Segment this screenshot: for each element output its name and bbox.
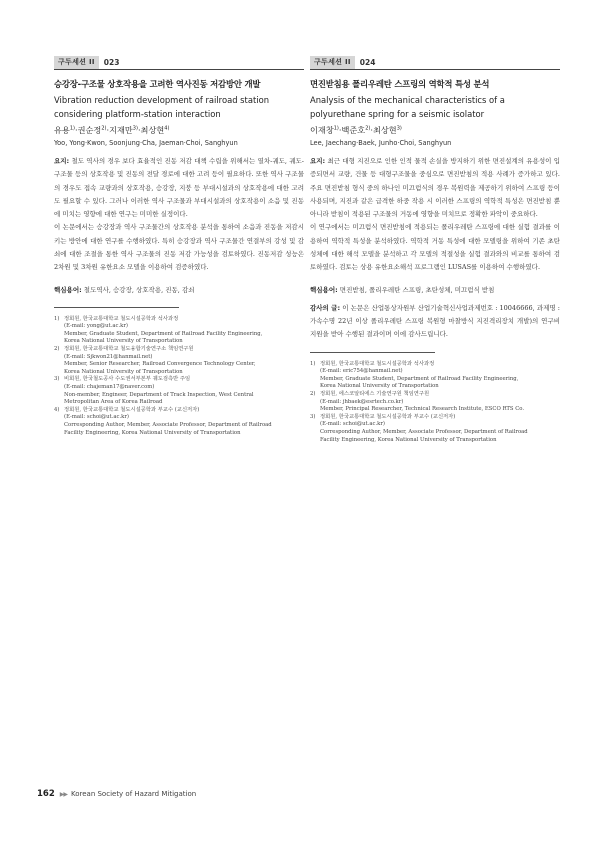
footnote-line: Korea National University of Transportation — [64, 368, 183, 375]
footnote-number: 1) — [54, 315, 60, 322]
article-023 — [54, 56, 304, 437]
session-number: 024 — [359, 58, 376, 67]
footnote-line: (E-mail: jhbaek@esrtech.co.kr) — [320, 398, 404, 405]
footnote-line: Member, Senior Researcher, Railroad Convergence Technology Center, — [64, 361, 256, 368]
title-english — [54, 93, 304, 121]
footnote-line: (E-mail: eric754@hanmail.net) — [320, 368, 403, 375]
footnote-number: 3) — [54, 376, 60, 383]
footnote-line: Corresponding Author, Member, Associate Professor, Department of Railroad — [320, 428, 528, 435]
keywords — [310, 284, 560, 297]
abstract-paragraph — [310, 155, 560, 221]
footnote-line: 정회원, 한국교통대학교 철도시설공학과 부교수 (교신저자) — [320, 413, 456, 420]
authors-korean: 이재창$^{1)}$·백준호$^{2)}$·최상현$^{3)}$ — [310, 125, 402, 135]
footnotes — [54, 316, 304, 438]
author-name: 이재창 — [310, 125, 334, 135]
footnote-line: (E-mail: chajeman17@naver.com) — [64, 384, 155, 391]
footnote-line: Member, Graduate Student, Department of Railroad Facility Engineering, — [320, 375, 519, 382]
author-name: 지재만 — [109, 125, 133, 135]
footnote — [310, 414, 560, 444]
abstract — [310, 155, 560, 275]
footnote-line: 정회원, 에스코알티에스 기술연구원 책임연구원 — [320, 390, 430, 397]
session-number: 023 — [103, 58, 120, 67]
title-english — [310, 93, 560, 121]
footnote-line: (E-mail: schoi@ut.ac.kr) — [320, 421, 385, 428]
session-header — [54, 56, 304, 69]
footnote-line: Facility Engineering, Korea National University of Transportation — [320, 436, 497, 443]
authors-english: Yoo, Yong·Kwon, Soonjung·Cha, Jaeman·Choi, Sanghyun — [54, 139, 238, 147]
page-number: 162 — [37, 789, 55, 799]
author-name: 백준호 — [341, 125, 366, 135]
abstract-paragraph: 이 논문에서는 승강장과 역사 구조물간의 상호작용 분석을 통하여 소음과 진동을 저감시키는 방안에 대한 연구를 수행하였다. 특히 승강장과 역사 구조물간 연결부의 강성 및 감쇠에 대한 조절을 통한 역사 구조물의 진동 저감 가능성을 검토하였다. 진동저감 성능은 2차원 및 3차원 유한요소 모델을 이용하여 검증하였다. — [54, 223, 304, 272]
footnote-line: 비회원, 한국철도공사 수도권서부본부 궤도검측반 주임 — [64, 376, 191, 383]
author-sup: 3) — [132, 125, 138, 132]
session-tag: 구두세션 II — [310, 56, 355, 69]
footnote — [310, 361, 560, 391]
footnote-line: 정회원, 한국교통대학교 철도융합기술연구소 책임연구원 — [64, 346, 194, 353]
title-korean: 승강장-구조물 상호작용을 고려한 역사진동 저감방안 개발 — [54, 79, 261, 89]
keywords-label: 핵심용어: — [310, 285, 338, 294]
abstract-text: 최근 대형 지진으로 인한 인적 물적 손실을 방지하기 위한 면진설계의 유용성이 입증되면서 교량, 건물 등 대형구조물을 중심으로 면진받침의 적용 사례가 증가하고 있다. 주요 면진받침 형식 중의 하나인 미끄럼식의 경우 복원력을 제공하기 위하여 스프링 등이 사용되며, 지진과 같은 급격한 하중 작용 시 이러한 스프링의 역학적 특성은 면진받침 뿐 아니라 받침이 적용된 구조물의 거동에 영향을 미치므로 정확한 파악이 중요하다. — [310, 157, 560, 219]
footnote-number: 2) — [310, 390, 316, 397]
author-sup: 1) — [333, 125, 339, 132]
footnotes — [310, 361, 560, 445]
acknowledgement-label: 감사의 글: — [310, 303, 341, 312]
author-sup: 2) — [365, 125, 371, 132]
keywords — [54, 284, 304, 297]
keywords-label: 핵심용어: — [54, 285, 82, 294]
abstract-paragraph — [54, 155, 304, 221]
author-name: 최상현 — [140, 125, 165, 135]
footnote-line: Member, Graduate Student, Department of Railroad Facility Engineering, — [64, 330, 263, 337]
footnote-line: 정회원, 한국교통대학교 철도시설공학과 부교수 (교신저자) — [64, 406, 200, 413]
keywords-text: 면진받침, 폴리우레탄 스프링, 초탄성체, 미끄럼식 받침 — [337, 285, 495, 294]
footnote-line: Non-member, Engineer, Department of Track Inspection, West Central — [64, 391, 254, 398]
footnote-rule — [54, 307, 179, 308]
author-sup: 2) — [101, 125, 107, 132]
author-sup: 1) — [69, 125, 75, 132]
author-name: 유용 — [54, 125, 70, 135]
author-name: 최상현 — [372, 125, 397, 135]
footnote-line: 정회원, 한국교통대학교 철도시설공학과 석사과정 — [64, 315, 179, 322]
header-rule — [54, 69, 304, 70]
article-024 — [310, 56, 560, 444]
footnote-rule — [310, 352, 435, 353]
author-sup: 3) — [396, 125, 402, 132]
keywords-text: 철도역사, 승강장, 상호작용, 진동, 감쇠 — [81, 285, 195, 294]
page-footer — [37, 789, 196, 799]
footnote-line: Korea National University of Transportation — [64, 338, 183, 345]
footnote-line: Metropolitan Area of Korea Railroad — [64, 399, 163, 406]
author-name: 권순정 — [77, 125, 102, 135]
title-english-line: Vibration reduction development of railroad station — [54, 95, 270, 105]
footnote-line: (E-mail: yong@ut.ac.kr) — [64, 323, 128, 330]
abstract-text: 철도 역사의 경우 보다 효율적인 진동 저감 대책 수립을 위해서는 열차-궤도, 궤도-구조물 등의 상호작용 및 진동의 전달 경로에 대한 고려 등이 필요하다. 또한 역사 구조물의 경우도 접속 교량과의 상호작용, 승강장, 지붕 등 부대시설과의 상호작용에 대한 고려도 필요할 수 있다. 그러나 이러한 역사 구조물과 부대시설과의 상호작용이 소음 및 진동에 미치는 영향에 대한 연구는 미미한 실정이다. — [54, 157, 304, 219]
title-english-line: Analysis of the mechanical characteristics of a — [310, 95, 505, 105]
abstract — [54, 155, 304, 275]
footnote-line: 정회원, 한국교통대학교 철도시설공학과 석사과정 — [320, 360, 435, 367]
title-english-line: polyurethane spring for a seismic isolator — [310, 109, 485, 119]
authors-korean: 유용$^{1)}$·권순정$^{2)}$·지재만$^{3)}$·최상현$^{4)}$ — [54, 125, 170, 135]
footnote-line: Facility Engineering, Korea National University of Transportation — [64, 429, 241, 436]
double-arrow-icon: ▶▶ — [59, 790, 67, 798]
abstract-label: 요지: — [310, 157, 326, 165]
footnote — [54, 376, 304, 406]
acknowledgement — [310, 302, 560, 342]
footnote-line: Corresponding Author, Member, Associate Professor, Department of Railroad — [64, 421, 272, 428]
title-korean: 면진받침용 폴리우레탄 스프링의 역학적 특성 분석 — [310, 79, 490, 89]
footnote-line: Korea National University of Transportation — [320, 383, 439, 390]
footnote — [310, 391, 560, 414]
abstract-paragraph: 이 연구에서는 미끄럼식 면진받침에 적용되는 폴리우레탄 스프링에 대한 실험 결과를 이용하여 역학적 특성을 분석하였다. 역학적 거동 특성에 대한 모델링을 위하여 기존 초탄성체에 대한 해석 모델을 분석하고 각 모델의 적절성을 실험 결과와의 비교를 통하여 검토하였다. 검토는 상용 유한요소해석 프로그램인 LUSAS를 이용하여 수행하였다. — [310, 223, 560, 272]
session-header — [310, 56, 560, 69]
footnote — [54, 316, 304, 346]
footnote-number: 2) — [54, 346, 60, 353]
journal-name: Korean Society of Hazard Mitigation — [70, 790, 197, 798]
abstract-label: 요지: — [54, 157, 70, 165]
footnote-line: (E-mail: Sjkwon21@hanmail.net) — [64, 353, 153, 360]
author-sup: 4) — [164, 125, 170, 132]
footnote — [54, 407, 304, 437]
footnote-number: 1) — [310, 360, 316, 367]
footnote-number: 4) — [54, 406, 60, 413]
acknowledgement-text: 이 논문은 산업통상자원부 산업기술혁신사업과제번호 : 10046666, 과제명 : 가속수명 22년 이상 폴리우레탄 스프링 복원형 마찰방식 지진격리장치 개발)의 연구비 지원을 받아 수행된 결과이며 이에 감사드립니다. — [310, 303, 560, 339]
footnote-line: Member, Principal Researcher, Technical Research Institute, ESCO RTS Co. — [320, 406, 525, 413]
footnote-number: 3) — [310, 413, 316, 420]
session-tag: 구두세션 II — [54, 56, 99, 69]
authors-english: Lee, Jaechang·Baek, Junho·Choi, Sanghyun — [310, 139, 452, 147]
title-english-line: considering platform-station interaction — [54, 109, 221, 119]
footnote — [54, 346, 304, 376]
footnote-line: (E-mail: schoi@ut.ac.kr) — [64, 414, 129, 421]
header-rule — [310, 69, 560, 70]
